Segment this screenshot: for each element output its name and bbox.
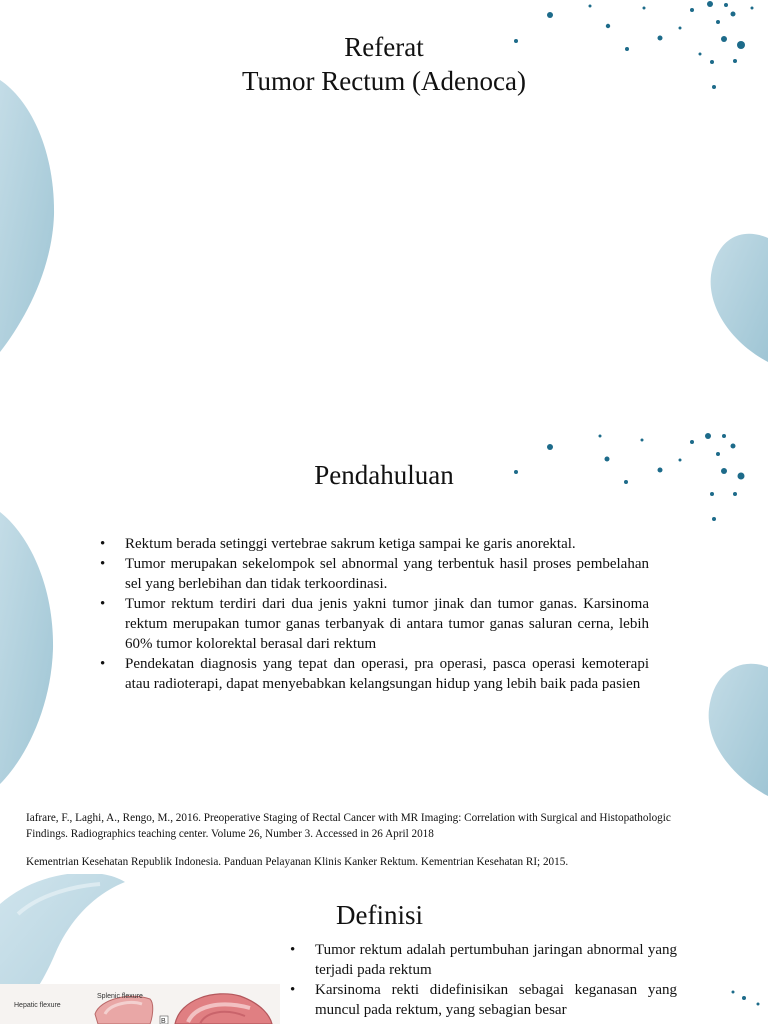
colon-anatomy-illustration — [0, 974, 280, 1024]
slide-title — [0, 0, 768, 424]
slide-pendahuluan — [0, 424, 768, 874]
list-item: • Pendekatan diagnosis yang tepat dan operasi, pra operasi, pasca operasi kemoterapi atau radioterapi, dapat menyebabkan kelangsungan hidup yang lebih baik pada pasien — [100, 654, 649, 694]
list-item: • Rektum berada setinggi vertebrae sakrum ketiga sampai ke garis anorektal. — [100, 534, 649, 554]
reference-item: Kementrian Kesehatan Republik Indonesia. Panduan Pelayanan Klinis Kanker Rektum. Kementrian Kesehatan RI; 2015. — [26, 856, 569, 868]
references — [26, 810, 686, 874]
bullet-list — [290, 940, 677, 1020]
list-item: • Karsinoma rekti didefinisikan sebagai keganasan yang muncul pada rektum, yang sebagian besar — [290, 980, 677, 1020]
label-splenic-flexure: Splenic flexure — [97, 993, 143, 1000]
list-item: • Tumor rektum terdiri dari dua jenis yakni tumor jinak dan tumor ganas. Karsinoma rektum merupakan tumor ganas terbanyak di antara tumor ganas saluran cerna, lebih 60% tumor kolorektal berasal dari rektum — [100, 594, 649, 654]
label-panel-b: B — [161, 1018, 166, 1024]
bullet-list — [100, 534, 649, 694]
slide-definisi — [0, 874, 768, 1024]
right-watercolor-blob — [711, 234, 768, 362]
title-line-2: Tumor Rectum (Adenoca) — [242, 66, 526, 96]
title-line-1: Referat — [344, 32, 424, 62]
left-watercolor-blob — [0, 80, 54, 352]
presentation-title — [0, 30, 768, 98]
right-watercolor-blob — [709, 664, 768, 796]
reference-item: Iafrare, F., Laghi, A., Rengo, M., 2016. Preoperative Staging of Rectal Cancer with MR Imaging: Correlation with Surgical and Histopathologic Findings. Radiographics teaching center. Volume 26, Number 3. Accessed in 26 April 2018 — [26, 812, 671, 840]
splatter-dots — [732, 991, 760, 1006]
left-watercolor-blob — [0, 512, 53, 784]
section-title: Pendahuluan — [314, 460, 454, 490]
list-item: • Tumor merupakan sekelompok sel abnormal yang terbentuk hasil proses pembelahan sel yang berlebihan dan tidak terkoordinasi. — [100, 554, 649, 594]
section-title: Definisi — [336, 900, 423, 930]
label-hepatic-flexure: Hepatic flexure — [14, 1002, 61, 1009]
list-item: • Tumor rektum adalah pertumbuhan jaringan abnormal yang terjadi pada rektum — [290, 940, 677, 980]
